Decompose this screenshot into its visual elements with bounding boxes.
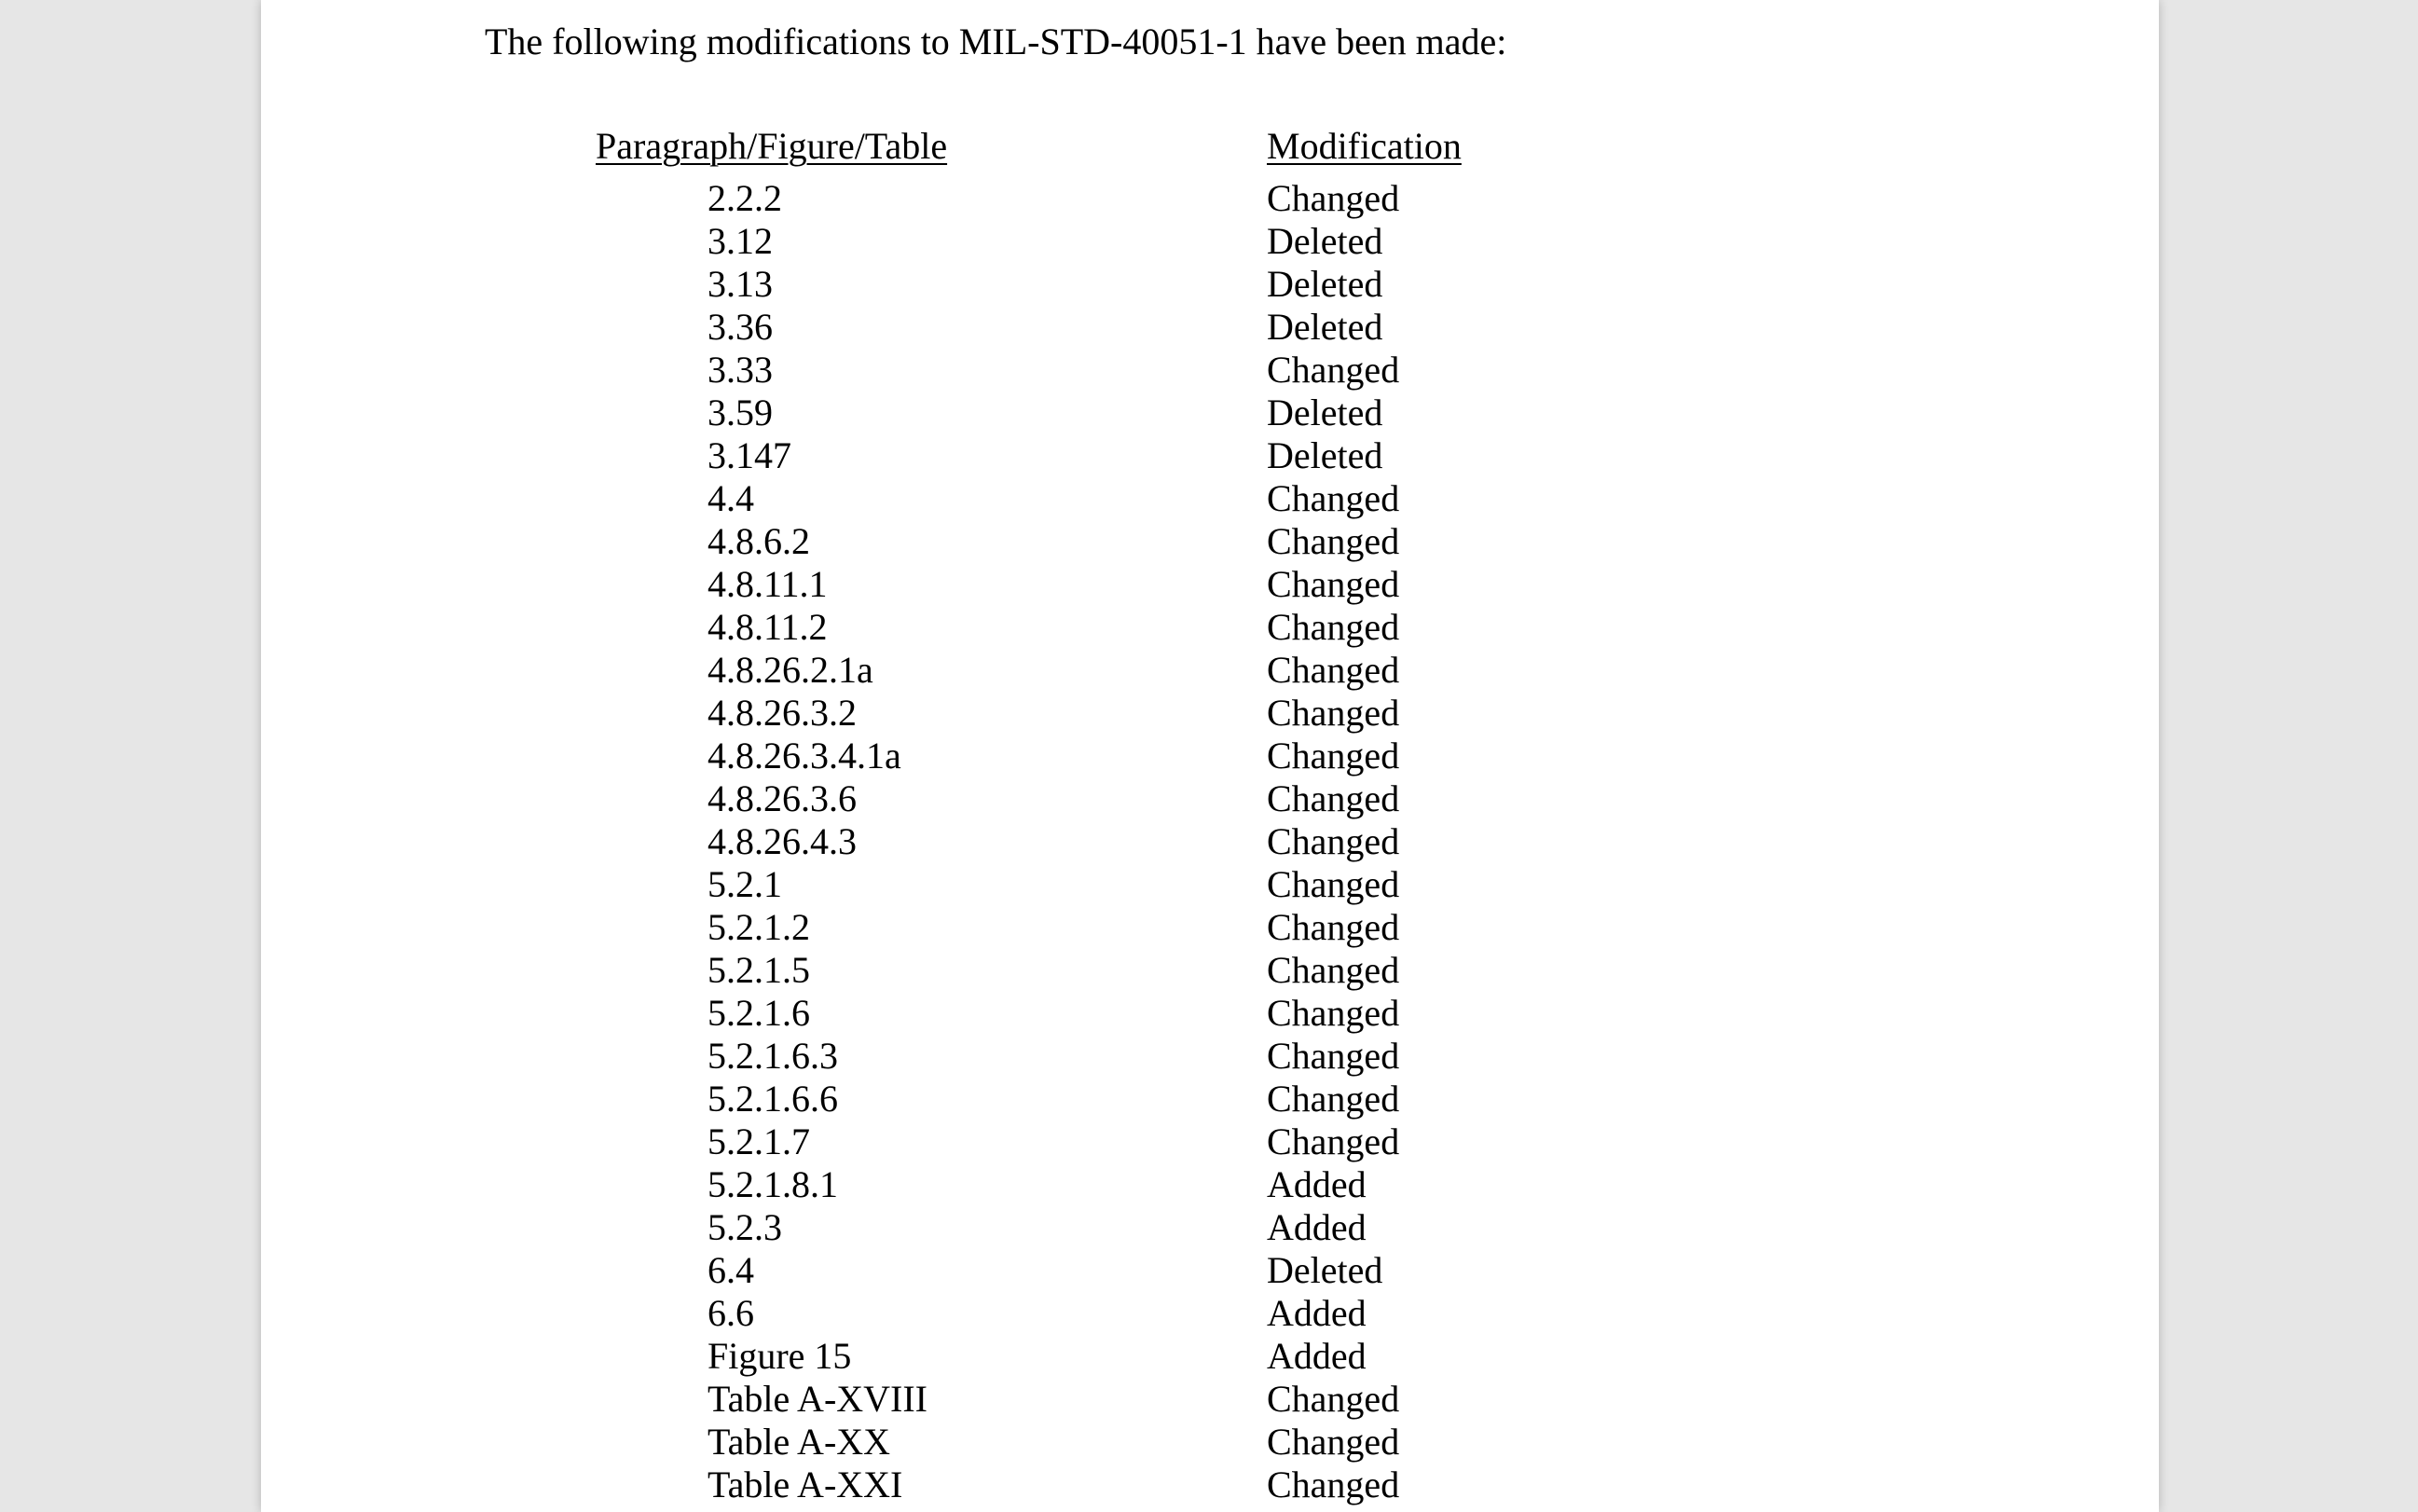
list-item bbox=[261, 692, 2159, 735]
modification-status: Added bbox=[1267, 1163, 1367, 1205]
list-item bbox=[261, 1035, 2159, 1078]
modification-status: Changed bbox=[1267, 477, 1400, 519]
modification-status: Changed bbox=[1267, 349, 1400, 391]
list-item bbox=[261, 606, 2159, 649]
paragraph-ref: 5.2.1.8.1 bbox=[708, 1163, 838, 1205]
list-item bbox=[261, 220, 2159, 263]
column-header-modification: Modification bbox=[1267, 125, 1462, 167]
modification-status: Changed bbox=[1267, 177, 1400, 219]
paragraph-ref: 5.2.3 bbox=[708, 1206, 782, 1248]
paragraph-ref: 3.59 bbox=[708, 392, 773, 433]
modification-status: Changed bbox=[1267, 520, 1400, 562]
paragraph-ref: Figure 15 bbox=[708, 1335, 852, 1377]
modification-status: Changed bbox=[1267, 1035, 1400, 1077]
modification-status: Deleted bbox=[1267, 306, 1383, 348]
paragraph-ref: 5.2.1.6.3 bbox=[708, 1035, 838, 1077]
modification-status: Changed bbox=[1267, 735, 1400, 777]
paragraph-ref: 4.8.11.2 bbox=[708, 606, 828, 648]
modification-status: Changed bbox=[1267, 1120, 1400, 1162]
intro-text: The following modifications to MIL-STD-40051-1 have been made: bbox=[485, 21, 1507, 62]
list-item bbox=[261, 306, 2159, 349]
list-item bbox=[261, 1421, 2159, 1464]
modification-status: Changed bbox=[1267, 1464, 1400, 1505]
modification-status: Changed bbox=[1267, 777, 1400, 819]
paragraph-ref: 5.2.1.6 bbox=[708, 992, 810, 1034]
modification-status: Changed bbox=[1267, 820, 1400, 862]
modification-status: Changed bbox=[1267, 606, 1400, 648]
document-page bbox=[261, 0, 2159, 1512]
list-item bbox=[261, 906, 2159, 949]
list-item bbox=[261, 1335, 2159, 1378]
paragraph-ref: Table A-XVIII bbox=[708, 1378, 927, 1420]
paragraph-ref: 5.2.1.2 bbox=[708, 906, 810, 948]
list-item bbox=[261, 392, 2159, 434]
paragraph-ref: 5.2.1.5 bbox=[708, 949, 810, 991]
paragraph-ref: 6.4 bbox=[708, 1249, 754, 1291]
modification-status: Changed bbox=[1267, 1421, 1400, 1463]
modification-status: Deleted bbox=[1267, 1249, 1383, 1291]
list-item bbox=[261, 263, 2159, 306]
paragraph-ref: 4.4 bbox=[708, 477, 754, 519]
modification-status: Changed bbox=[1267, 906, 1400, 948]
paragraph-ref: 2.2.2 bbox=[708, 177, 782, 219]
modification-status: Changed bbox=[1267, 692, 1400, 734]
modification-status: Added bbox=[1267, 1206, 1367, 1248]
paragraph-ref: 5.2.1 bbox=[708, 863, 782, 905]
paragraph-ref: 4.8.26.2.1a bbox=[708, 649, 873, 691]
modification-status: Changed bbox=[1267, 649, 1400, 691]
column-header-paragraph: Paragraph/Figure/Table bbox=[596, 125, 948, 167]
modification-status: Deleted bbox=[1267, 263, 1383, 305]
list-item bbox=[261, 777, 2159, 820]
list-item bbox=[261, 520, 2159, 563]
paragraph-ref: 4.8.26.4.3 bbox=[708, 820, 857, 862]
paragraph-ref: 4.8.26.3.4.1a bbox=[708, 735, 901, 777]
list-item bbox=[261, 820, 2159, 863]
paragraph-ref: Table A-XXI bbox=[708, 1464, 903, 1505]
paragraph-ref: 3.147 bbox=[708, 434, 791, 476]
list-item bbox=[261, 1464, 2159, 1506]
modification-status: Deleted bbox=[1267, 392, 1383, 433]
modification-status: Changed bbox=[1267, 992, 1400, 1034]
paragraph-ref: 4.8.11.1 bbox=[708, 563, 828, 605]
modifications-list bbox=[261, 177, 2159, 1506]
modification-status: Added bbox=[1267, 1335, 1367, 1377]
paragraph-ref: Table A-XX bbox=[708, 1421, 891, 1463]
modification-status: Changed bbox=[1267, 563, 1400, 605]
modification-status: Changed bbox=[1267, 863, 1400, 905]
list-item bbox=[261, 563, 2159, 606]
paragraph-ref: 6.6 bbox=[708, 1292, 754, 1334]
modification-status: Changed bbox=[1267, 1378, 1400, 1420]
list-item bbox=[261, 177, 2159, 220]
paragraph-ref: 4.8.6.2 bbox=[708, 520, 810, 562]
paragraph-ref: 5.2.1.6.6 bbox=[708, 1078, 838, 1120]
list-item bbox=[261, 1249, 2159, 1292]
list-item bbox=[261, 863, 2159, 906]
list-item bbox=[261, 992, 2159, 1035]
modification-status: Changed bbox=[1267, 1078, 1400, 1120]
paragraph-ref: 4.8.26.3.6 bbox=[708, 777, 857, 819]
list-item bbox=[261, 735, 2159, 777]
list-item bbox=[261, 1163, 2159, 1206]
modification-status: Deleted bbox=[1267, 434, 1383, 476]
list-item bbox=[261, 477, 2159, 520]
paragraph-ref: 3.36 bbox=[708, 306, 773, 348]
modification-status: Deleted bbox=[1267, 220, 1383, 262]
list-item bbox=[261, 949, 2159, 992]
list-item bbox=[261, 1120, 2159, 1163]
modification-status: Changed bbox=[1267, 949, 1400, 991]
modification-status: Added bbox=[1267, 1292, 1367, 1334]
list-item bbox=[261, 349, 2159, 392]
paragraph-ref: 4.8.26.3.2 bbox=[708, 692, 857, 734]
paragraph-ref: 3.12 bbox=[708, 220, 773, 262]
list-item bbox=[261, 1206, 2159, 1249]
paragraph-ref: 3.33 bbox=[708, 349, 773, 391]
list-item bbox=[261, 1292, 2159, 1335]
list-item bbox=[261, 434, 2159, 477]
list-item bbox=[261, 649, 2159, 692]
paragraph-ref: 3.13 bbox=[708, 263, 773, 305]
list-item bbox=[261, 1078, 2159, 1120]
paragraph-ref: 5.2.1.7 bbox=[708, 1120, 810, 1162]
list-item bbox=[261, 1378, 2159, 1421]
